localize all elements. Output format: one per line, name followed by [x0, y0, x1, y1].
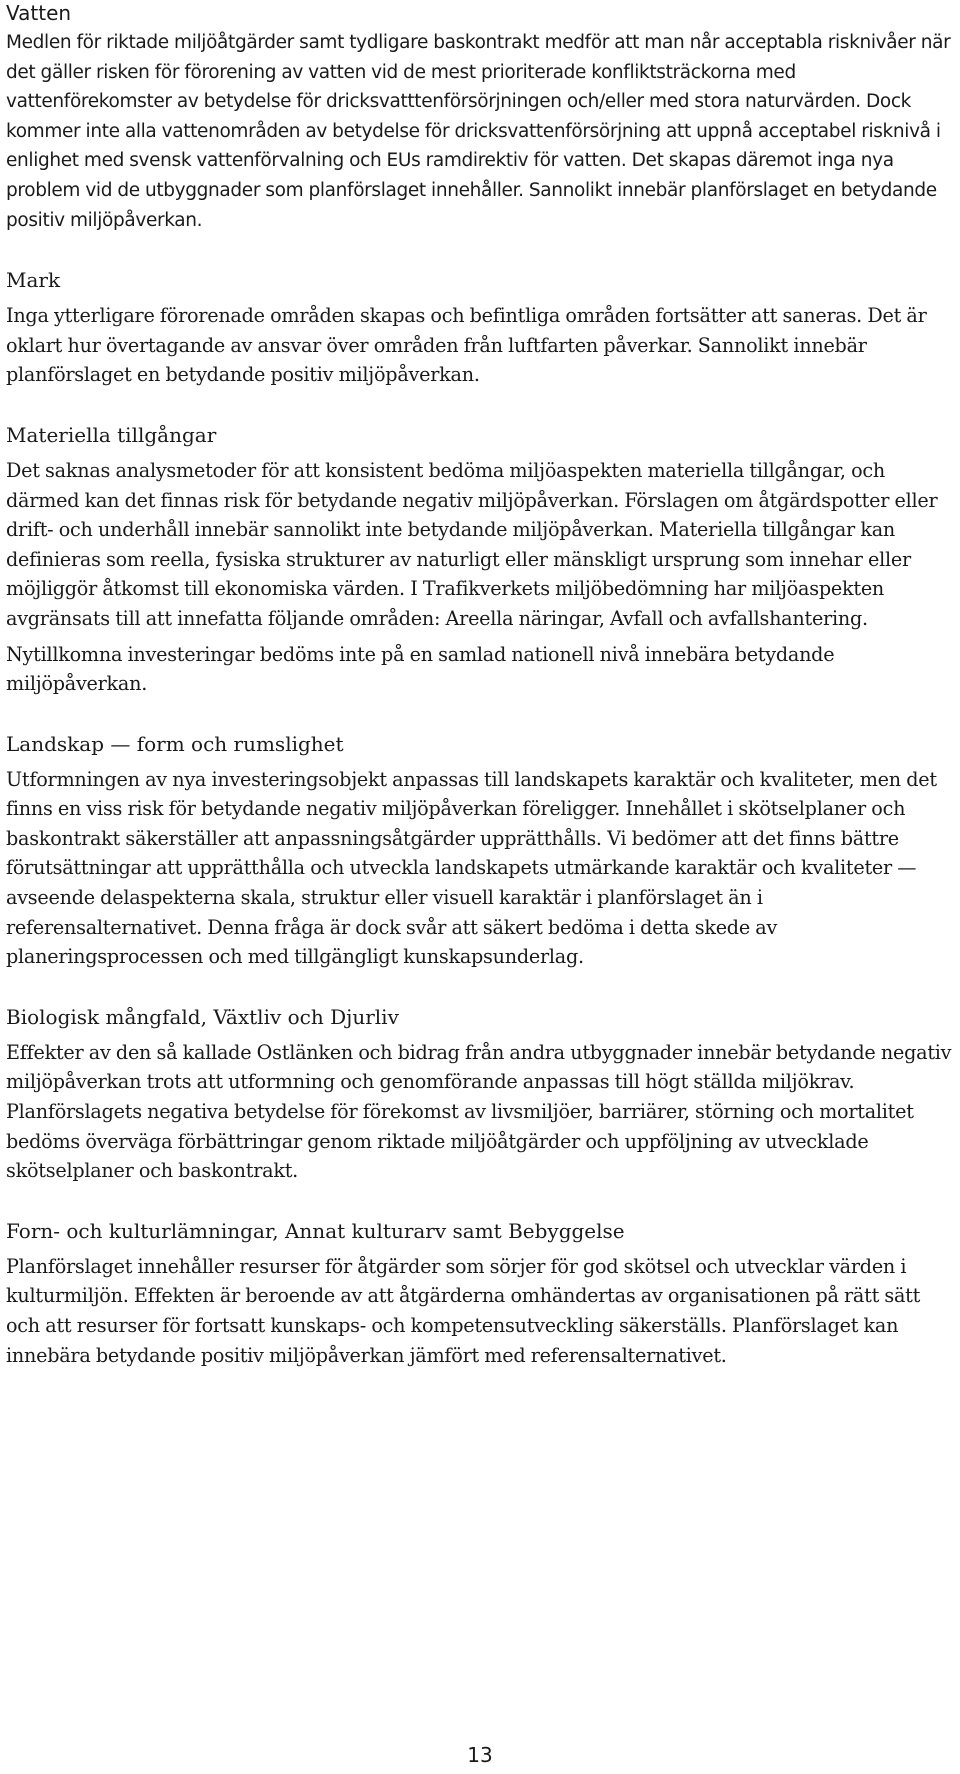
section-materiella-tillgangar [6, 420, 952, 699]
section-paragraph: Medlen för riktade miljöåtgärder samt tydligare baskontrakt medför att man når acceptabla risknivåer när det gäller risken för förorening av vatten vid de mest prioriterade konfliktsträckorna med vattenförekomster av betydelse för dricksvatttenförsörjningen och/eller med stora naturvärden. Dock kommer inte alla vattenområden av betydelse för dricksvattenförsörjning att uppnå acceptabel risknivå i enlighet med svensk vattenförvalning och EUs ramdirektiv för vatten. Det skapas däremot inga nya problem vid de utbyggnader som planförslaget innehåller. Sannolikt innebär planförslaget en betydande positiv miljöpåverkan. [6, 32, 951, 231]
section-heading: Landskap — form och rumslighet [6, 731, 344, 756]
section-forn-och-kulturlamningar [6, 1216, 952, 1370]
section-paragraph: Inga ytterligare förorenade områden skapas och befintliga områden fortsätter att saneras. Det är oklart hur övertagande av ansvar över områden från luftfarten påverkar. Sannolikt innebär planförslaget en betydande positiv miljöpåverkan. [6, 304, 927, 387]
section-heading: Forn- och kulturlämningar, Annat kulturarv samt Bebyggelse [6, 1218, 625, 1243]
section-heading: Vatten [6, 1, 72, 25]
section-vatten [6, 0, 952, 235]
document-body [6, 0, 952, 1370]
section-paragraph: Det saknas analysmetoder för att konsistent bedöma miljöaspekten materiella tillgångar, och därmed kan det finnas risk för betydande negativ miljöpåverkan. Förslagen om åtgärdspotter eller drift- och underhåll innebär sannolikt inte betydande miljöpåverkan. Materiella tillgångar kan definieras som reella, fysiska strukturer av naturligt eller mänskligt ursprung som innehar eller möjliggör åtkomst till ekonomiska värden. I Trafikverkets miljöbedömning har miljöaspekten avgränsats till att innefatta följande områden: Areella näringar, Avfall och avfallshantering. [6, 458, 938, 630]
section-landskap [6, 729, 952, 972]
section-paragraph: Planförslaget innehåller resurser för åtgärder som sörjer för god skötsel och utvecklar värden i kulturmiljön. Effekten är beroende av att åtgärderna omhändertas av organisationen på rätt sätt och att resurser för fortsatt kunskaps- och kompetensutveckling säkerställs. Planförslaget kan innebära betydande positiv miljöpåverkan jämfört med referensalternativet. [6, 1254, 921, 1367]
section-heading: Biologisk mångfald, Växtliv och Djurliv [6, 1004, 399, 1029]
section-paragraph: Utformningen av nya investeringsobjekt anpassas till landskapets karaktär och kvaliteter, men det finns en viss risk för betydande negativ miljöpåverkan föreligger. Innehållet i skötselplaner och baskontrakt säkerställer att anpassningsåtgärder upprätthålls. Vi bedömer att det finns bättre förutsättningar att upprätthålla och utveckla landskapets utmärkande karaktär och kvaliteter — avseende delaspekterna skala, struktur eller visuell karaktär i planförslaget än i referensalternativet. Denna fråga är dock svår att säkert bedöma i detta skede av planeringsprocessen och med tillgängligt kunskapsunderlag. [6, 767, 937, 969]
page-number: 13 [467, 1743, 493, 1767]
section-biologisk-mangfald [6, 1002, 952, 1186]
section-paragraph: Nytillkomna investeringar bedöms inte på en samlad nationell nivå innebära betydande miljöpåverkan. [6, 642, 835, 696]
section-heading: Materiella tillgångar [6, 422, 217, 447]
section-mark [6, 265, 952, 390]
section-paragraph: Effekter av den så kallade Ostlänken och bidrag från andra utbyggnader innebär betydande negativ miljöpåverkan trots att utformning och genomförande anpassas till högt ställda miljökrav. Planförslagets negativa betydelse för förekomst av livsmiljöer, barriärer, störning och mortalitet bedöms överväga förbättringar genom riktade miljöåtgärder och uppföljning av utvecklade skötselplaner och baskontrakt. [6, 1040, 952, 1183]
section-heading: Mark [6, 268, 61, 293]
